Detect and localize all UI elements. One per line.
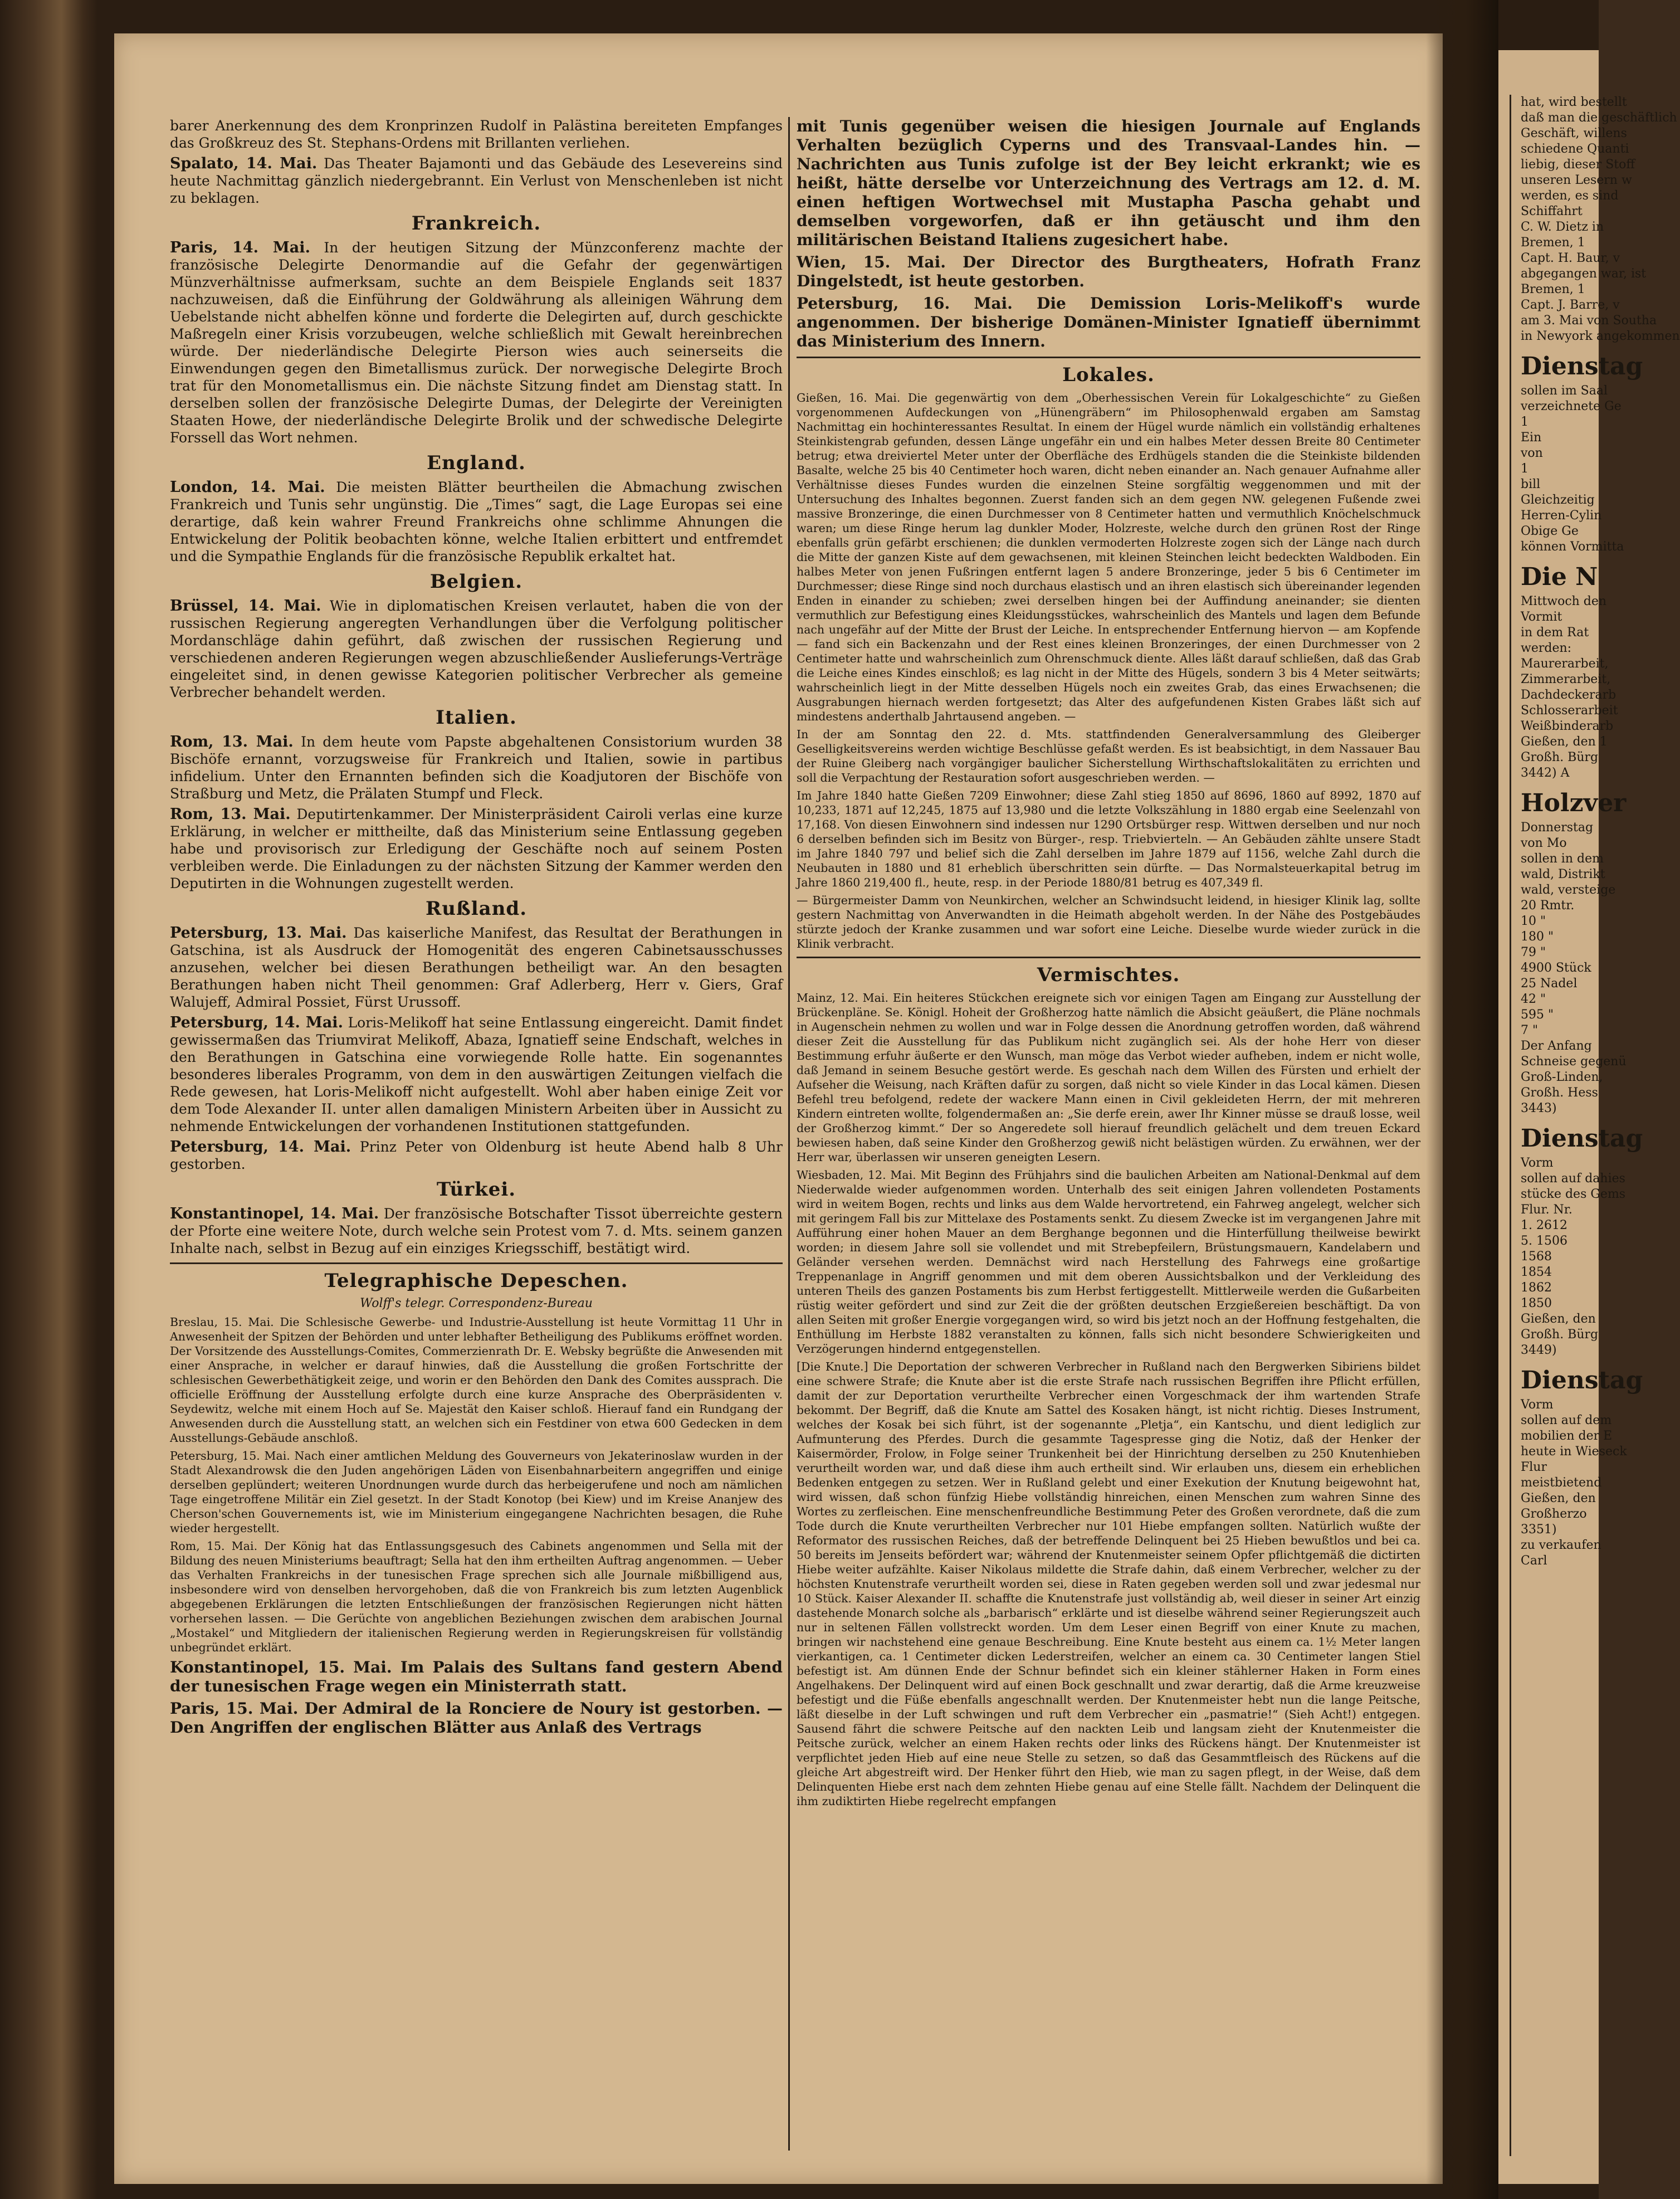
telegram-petersburg: Petersburg, 15. Mai. Nach einer amtlichen Meldung des Gouverneurs von Jekaterinoslaw wurden in der Stadt Alexandrowsk die den Juden angehörigen Läden von Eisenbahnarbeitern angegriffen und einige derselben geplündert; weiteren Unordnungen wurde durch das herbeigerufene und noch am nämlichen Tage eingetroffene Militär ein Ziel gesetzt. In der Stadt Konotop (bei Kiew) und im Kreise Ananjew des Cherson'schen Gouvernements ist, wie im Ministerium eingegangene Nachrichten besagen, die Ruhe wieder hergestellt.	[170, 1449, 783, 1535]
adjacent-page-line: Maurerarbeit,	[1521, 657, 1609, 671]
adjacent-page-line: meistbietend	[1521, 1476, 1602, 1490]
telegram-paris	[170, 1699, 783, 1737]
adjacent-page-line: Weißbinderarb	[1521, 719, 1614, 733]
section-heading-frankreich: Frankreich.	[411, 212, 541, 235]
adjacent-page-line: mobilien der E	[1521, 1429, 1613, 1443]
adjacent-page-line: am 3. Mai von Southa	[1521, 314, 1657, 328]
adjacent-page-line: bill	[1521, 477, 1541, 491]
telegram-wien	[797, 253, 1420, 291]
adjacent-page-line: schiedene Quanti	[1521, 142, 1629, 156]
article-petersburg-1	[170, 924, 783, 1011]
article-text: Das kaiserliche Manifest, das Resultat der Berathungen in Gatschina, ist als Ausdruck der Homogenität des engeren Cabinetsausschusses anzusehen, welcher bei diesen Berathungen betheiligt war. An den besagten Berathungen haben nicht Theil genommen: Graf Adlerberg, Herr v. Giers, Graf Walujeff, Admiral Possiet, Fürst Urussoff.	[170, 925, 783, 1010]
adjacent-page-strip	[1498, 50, 1680, 2184]
article-wiesbaden: Wiesbaden, 12. Mai. Mit Beginn des Frühjahrs sind die baulichen Arbeiten am National-Denkmal auf dem Niederwalde wieder aufgenommen worden. Unterhalb des seit einigen Jahren vollendeten Postaments wird in weitem Bogen, rechts und links aus dem Walde hervortretend, ein Fahrweg angelegt, welcher sich mit geringem Fall bis zur Mittelaxe des Postaments senkt. Zu diesem Zwecke ist im vergangenen Jahre mit Aufführung einer hohen Mauer an dem Berghange begonnen und die Hinterfüllung theilweise bewirkt worden; in diesem Jahre soll sie vollendet und mit Strebepfeilern, Brüstungsmauern, Kandelabern und Geländer versehen werden. Demnächst wird nach Herstellung des Fahrwegs eine großartige Treppenanlage in Angriff genommen und mit dem oberen Aussichtsbalkon und der Verkleidung des unteren Theils des ganzen Postaments bis zum Herbst fertiggestellt. Mittlerweile werden die Gußarbeiten rüstig weiter gefördert und sind zur Zeit die der größten deutschen Erzgießereien beschäftigt. Da von allen Seiten mit großer Energie vorgegangen wird, so wird bis jetzt noch an der Hoffnung festgehalten, die Enthüllung im Herbste 1882 veranstalten zu können, falls sich nicht besondere Schwierigkeiten und Verzögerungen hindernd entgegenstellen.	[797, 1168, 1420, 1356]
adjacent-page-line: 10 "	[1521, 914, 1546, 928]
article-text: Wie in diplomatischen Kreisen verlautet, haben die von der russischen Regierung angeregten Verhandlungen über die Verfolgung politischer Mordanschläge dahin geführt, daß zwischen der russischen Regierung und verschiedenen anderen Regierungen wegen abzuschließender Auslieferungs-Verträge eingeleitet sind, in denen gewisse Kategorien politischer Verbrecher als gemeine Verbrecher behandelt werden.	[170, 598, 783, 700]
dateline: Petersburg, 13. Mai.	[170, 924, 347, 942]
adjacent-page-line: sollen in dem	[1521, 852, 1604, 866]
adjacent-page-line: werden, es sind	[1521, 189, 1619, 203]
telegram-konstantinopel	[170, 1658, 783, 1696]
adjacent-page-line: hat, wird bestellt	[1521, 95, 1627, 109]
article-text: In der heutigen Sitzung der Münzconferenz machte der französische Delegirte Denormandie auf die Gefahr der gegenwärtigen Münzverhältnisse aufmerksam, suchte an dem Beispiele Englands seit 1837 nachzuweisen, daß die Einführung der Goldwährung als alleinigen Währung dem Uebelstande nicht abhelfen könne und forderte die Delegirten auf, durch geschickte Maßregeln einer Krisis vorzubeugen, welche schließlich mit Gewalt hereinbrechen würde. Der niederländische Delegirte Pierson wies auch seinerseits die Einwendungen gegen den Bimetallismus zurück. Der norwegische Delegirte Broch trat für den Monometallismus ein. Die nächste Sitzung findet am Dienstag statt. In derselben sollen der französische Delegirte Dumas, der Delegirte der Vereinigten Staaten Howe, der niederländische Delegirte Brolik und der schwedische Delegirte Forssell das Wort nehmen.	[170, 240, 783, 446]
dateline: Konstantinopel, 14. Mai.	[170, 1205, 379, 1222]
adjacent-page-line: 5. 1506	[1521, 1234, 1567, 1248]
adjacent-page-line: Schiffahrt	[1521, 204, 1583, 218]
adjacent-page-line: 20 Rmtr.	[1521, 899, 1575, 913]
dateline: Paris, 14. Mai.	[170, 239, 310, 256]
adjacent-page-line: Carl	[1521, 1554, 1547, 1568]
section-heading-telegraphische-depeschen: Telegraphische Depeschen.	[324, 1270, 628, 1292]
adjacent-page-line: wald, Distrikt	[1521, 867, 1605, 881]
adjacent-page-line: zu verkaufen	[1521, 1538, 1601, 1552]
adjacent-page-line: Geschäft, willens	[1521, 126, 1627, 140]
divider	[797, 957, 1420, 958]
adjacent-page-line: Großh. Bürg	[1521, 1328, 1599, 1342]
adjacent-page-line: 1862	[1521, 1281, 1552, 1295]
dateline: Petersburg, 14. Mai.	[170, 1014, 343, 1031]
adjacent-page-line: heute in Wieseck	[1521, 1445, 1627, 1459]
adjacent-page-line: wald, versteige	[1521, 883, 1616, 897]
article-text: Der französische Botschafter Tissot überreichte gestern der Pforte eine weitere Note, durch welche sein Protest vom 7. d. Mts. seinem ganzen Inhalte nach, selbst in Bezug auf ein einziges Kriegsschiff, bestätigt wird.	[170, 1206, 783, 1256]
adjacent-page-text	[1498, 50, 1680, 1569]
adjacent-page-line: Vorm	[1521, 1156, 1554, 1170]
article-text: Im Palais des Sultans fand gestern Abend der tunesischen Frage wegen ein Ministerrath statt.	[170, 1658, 783, 1695]
dateline: Spalato, 14. Mai.	[170, 155, 318, 172]
adjacent-page-line: 25 Nadel	[1521, 977, 1578, 991]
adjacent-page-line: Bremen, 1	[1521, 282, 1585, 296]
adjacent-page-line: Gießen, den	[1521, 1491, 1596, 1505]
adjacent-page-line: in dem Rat	[1521, 626, 1589, 640]
adjacent-page-rule	[1510, 95, 1511, 2156]
adjacent-page-line: Dienstag	[1521, 1124, 1643, 1153]
adjacent-page-line: Capt. H. Baur, v	[1521, 251, 1620, 265]
column-right	[797, 117, 1420, 2156]
adjacent-page-line: werden:	[1521, 641, 1572, 655]
article-bruessel	[170, 597, 783, 701]
adjacent-page-line: abgegangen war, ist	[1521, 267, 1647, 281]
section-heading-vermischtes: Vermischtes.	[1037, 964, 1180, 986]
adjacent-page-line: 1854	[1521, 1265, 1552, 1279]
article-konstantinopel-1	[170, 1205, 783, 1257]
adjacent-page-line: sollen im Saal	[1521, 384, 1608, 398]
adjacent-page-line: Flur	[1521, 1460, 1547, 1474]
adjacent-page-line: Vorm	[1521, 1398, 1554, 1412]
adjacent-page-line: Gleichzeitig	[1521, 493, 1595, 507]
article-text: Der Director des Burgtheaters, Hofrath Franz Dingelstedt, ist heute gestorben.	[797, 253, 1420, 290]
dateline: Rom, 13. Mai.	[170, 733, 294, 750]
vermischtes-small-print	[797, 991, 1420, 1808]
adjacent-page-line: 180 "	[1521, 930, 1554, 944]
adjacent-page-line: Bremen, 1	[1521, 236, 1585, 250]
adjacent-page-line: liebig, dieser Stoff	[1521, 158, 1635, 172]
adjacent-page-line: Herren-Cylin	[1521, 509, 1602, 523]
telegram-continued: mit Tunis gegenüber weisen die hiesigen Journale auf Englands Verhalten bezüglich Cyperns und des Transvaal-Landes hin. — Nachrichten aus Tunis zufolge ist der Bey leicht erkrankt; wie es heißt, hätte derselbe vor Unterzeichnung des Vertrags am 12. d. M. einen heftigen Wortwechsel mit Mustapha Pascha gehabt und demselben vorgeworfen, daß er ihn getäuscht und ihm den militärischen Beistand Italiens zugesichert habe.	[797, 117, 1420, 249]
adjacent-page-line: Flur. Nr.	[1521, 1203, 1572, 1217]
lokales-small-print	[797, 391, 1420, 951]
adjacent-page-line: 4900 Stück	[1521, 961, 1591, 975]
telegrams-small-print	[170, 1315, 783, 1655]
article-london	[170, 479, 783, 565]
adjacent-page-line: Gießen, den 1	[1521, 735, 1608, 749]
adjacent-page-line: Dienstag	[1521, 1366, 1643, 1395]
adjacent-page-line: 3351)	[1521, 1523, 1557, 1537]
column-rule	[788, 117, 790, 2151]
article-text: Loris-Melikoff hat seine Entlassung eingereicht. Damit findet gewissermaßen das Triumvirat Melikoff, Abaza, Ignatieff seine Endschaft, welches in den Berathungen in Gatschina eine vorwiegende Rolle hatte. Ein sogenanntes besonderes liberales Programm, von dem in den auswärtigen Zeitungen vielfach die Rede gewesen, hat Loris-Melikoff nicht aufgestellt. Wohl aber haben einige Zeit vor dem Tode Alexander II. unter allen damaligen Ministern Arbeiten über in Aussicht zu nehmende Entwickelungen der vorhandenen Institutionen stattgefunden.	[170, 1015, 783, 1134]
section-heading-belgien: Belgien.	[429, 571, 523, 593]
telegram-petersburg-demission: Petersburg, 16. Mai. Die Demission Loris-Melikoff's wurde angenommen. Der bisherige Domänen-Minister Ignatieff übernimmt das Ministerium des Innern.	[797, 294, 1420, 350]
adjacent-page-line: Gießen, den	[1521, 1312, 1596, 1326]
adjacent-page-line: können Vormitta	[1521, 540, 1624, 554]
adjacent-page-line: stücke des Gems	[1521, 1187, 1626, 1201]
adjacent-page-line: Großh. Bürg	[1521, 750, 1599, 764]
adjacent-page-line: Ein	[1521, 431, 1542, 445]
adjacent-page-line: Obige Ge	[1521, 524, 1579, 538]
divider	[170, 1262, 783, 1264]
article-rom-2	[170, 806, 783, 892]
divider	[797, 357, 1420, 358]
article-text: Die meisten Blätter beurtheilen die Abmachung zwischen Frankreich und Tunis sehr ungünstig. Die „Times“ sagt, die Lage Europas sei eine derartige, daß kein wahrer Freund Frankreichs ohne schlimme Ahnungen die Entwickelung der Politik beobachten könne, welche Italien erbittert und entfremdet und die Sympathie Englands für die französische Republik erkaltet hat.	[170, 479, 783, 564]
adjacent-page-line: 1568	[1521, 1250, 1552, 1264]
section-heading-lokales: Lokales.	[1062, 364, 1155, 386]
dateline: Petersburg, 14. Mai.	[170, 1138, 351, 1155]
article-mainz: Mainz, 12. Mai. Ein heiteres Stückchen ereignete sich vor einigen Tagen am Eingang zur Ausstellung der Brückenpläne. Se. Königl. Hoheit der Großherzog hatte nämlich die Absicht geäußert, die Pläne nochmals in Augenschein nehmen zu wollen und war in Folge dessen die Anordnung getroffen worden, daß während dieser Zeit die Ausstellung für das Publikum nicht zugänglich sei. Als der hohe Herr von dieser Bestimmung erfuhr äußerte er den Wunsch, man möge das Verbot wieder aufheben, indem er nicht wolle, daß Jemand in seinem Besuche gestört werde. Es geschah nach dem Willen des Fürsten und erhielt der Aufseher die Weisung, nach Kräften dafür zu sorgen, daß nicht so viele Kinder in das Local kämen. Diesen Befehl treu befolgend, redete der wackere Mann einen in Civil gekleideten Herrn, der mit mehreren Kindern eintreten wollte, folgendermaßen an: „Sie derfe erein, awer Ihr Kinner müsse se drauß losse, weil der Großherzog kimmt.“ Der so Angeredete soll hierauf freundlich gelächelt und dem treuen Eckard bewiesen haben, daß seine Kinder den Großherzog gewiß nicht belästigen würden. Zu erwähnen, wer der Herr war, überlassen wir unseren geneigten Lesern.	[797, 991, 1420, 1164]
adjacent-page-line: Zimmerarbeit,	[1521, 672, 1611, 686]
adjacent-page-line: in Newyork angekommen	[1521, 329, 1680, 343]
article-rom-1	[170, 733, 783, 802]
adjacent-page-line: sollen auf dahies	[1521, 1172, 1625, 1186]
adjacent-page-line: 79 "	[1521, 945, 1546, 959]
article-petersburg-3	[170, 1138, 783, 1173]
book-gutter	[1426, 0, 1498, 2199]
dateline: Brüssel, 14. Mai.	[170, 597, 321, 615]
article-giessen: Gießen, 16. Mai. Die gegenwärtig von dem „Oberhessischen Verein für Lokalgeschichte“ zu Gießen vorgenommenen Aufdeckungen von „Hünengräbern“ im Philosophenwald ergaben am Samstag Nachmittag ein hochinteressantes Resultat. In einem der Hügel wurde nämlich ein vollständig erhaltenes Steinkistengrab gefunden, dessen Länge ungefähr ein und ein halbes Meter dessen Breite 80 Centimeter betrug; etwa dreiviertel Meter unter der Oberfläche des Erdhügels standen die die Steinkiste bildenden Basalte, welche 25 bis 40 Centimeter hoch waren, dicht neben einander an. Nach genauer Aufnahme aller Verhältnisse dieses Fundes wurden die einzelnen Steine sorgfältig weggenommen und mit der Untersuchung des Inhaltes begonnen. Zuerst fanden sich an dem gegen NW. gelegenen Fußende zwei massive Bronzeringe, die einen Durchmesser von 8 Centimeter hatten und vermuthlich Knöchelschmuck waren; um diese Ringe herum lag dunkler Moder, Holzreste, welche durch den grünen Rost der Ringe ebenfalls grün gefärbt erschienen; die dunklen vermoderten Holzreste zogen sich der Länge nach durch die Mitte der ganzen Kiste auf dem gewachsenen, mit kleinen Steinchen leicht bedeckten Waldboden. Ein halbes Meter von jenen Fußringen entfernt lagen 5 andere Bronzeringe, jeder 5 bis 6 Centimeter im Durchmesser; diese Ringe sind noch durchaus elastisch und an ihren elastisch sich übereinander legenden Enden in einander zu schieben; zwei derselben hingen bei der Auffindung aneinander; sie dienten vermuthlich zur Befestigung eines Kleidungsstückes, wahrscheinlich des Mantels und lagen dem Befunde nach ungefähr auf der Mitte der Brust der Leiche. In entsprechender Entfernung hiervon — am Kopfende — fand sich ein Backenzahn und der Rest eines kleinen Bronzeringes, der einen Durchmesser von 2 Centimeter hatte und wahrscheinlich zum Ohrenschmuck diente. Alles läßt darauf schließen, daß das Grab die Leiche eines Kindes einschloß; es lag nicht in der Mitte des Hügels, sondern 3 bis 4 Meter seitwärts; wahrscheinlich liegt in der Mitte desselben Hügels noch ein zweites Grab, das eines Erwachsenen; die Ausgrabungen hiernach werden fortgesetzt; das Alter des aufgefundenen Kisten Grabes läßt sich auf mindestens anderthalb Jahrtausend angeben. —	[797, 391, 1420, 723]
adjacent-page-line: Donnerstag	[1521, 821, 1594, 835]
adjacent-page-line: verzeichnete Ge	[1521, 399, 1622, 413]
article-gleiberg: In der am Sonntag den 22. d. Mts. stattfindenden Generalversammlung des Gleiberger Geselligkeitsvereins werden wichtige Beschlüsse gefaßt werden. Es ist beabsichtigt, in dem Nassauer Bau der Ruine Gleiberg nach vorgängiger baulicher Sicherstellung Wirthschaftslokalitäten zu errichten und soll die Verpachtung der Restauration sofort ausgeschrieben werden. —	[797, 728, 1420, 784]
adjacent-page-line: 3443)	[1521, 1101, 1557, 1115]
adjacent-page-line: Großh. Hess	[1521, 1086, 1598, 1100]
adjacent-page-line: sollen auf dem	[1521, 1413, 1612, 1427]
adjacent-page-line: Capt. J. Barre, v	[1521, 298, 1620, 312]
adjacent-page-line: Großherzo	[1521, 1507, 1587, 1521]
adjacent-page-line: daß man die geschäftlich	[1521, 111, 1677, 125]
adjacent-page-line: Schlosserarbeit	[1521, 704, 1618, 718]
section-subheading: Wolff's telegr. Correspondenz-Bureau	[360, 1296, 593, 1310]
section-heading-england: England.	[427, 452, 526, 474]
adjacent-page-line: 1	[1521, 462, 1528, 476]
adjacent-page-line: von Mo	[1521, 836, 1567, 850]
telegram-breslau: Breslau, 15. Mai. Die Schlesische Gewerbe- und Industrie-Ausstellung ist heute Vormittag 11 Uhr in Anwesenheit der Spitzen der Behörden und unter lebhafter Betheiligung des Publikums eröffnet worden. Der Vorsitzende des Ausstellungs-Comites, Commerzienrath Dr. E. Websky begrüßte die Anwesenden mit einer Ansprache, in welcher er darauf hinwies, daß die Ausstellung die großen Fortschritte der schlesischen Gewerbethätigkeit zeige, und worin er den Behörden den Dank des Comites aussprach. Die officielle Eröffnung der Ausstellung erfolgte durch eine kurze Ansprache des Oberpräsidenten v. Seydewitz, welche mit einem Hoch auf Se. Majestät den Kaiser schloß. Hierauf fand ein Rundgang der Anwesenden durch die Ausstellung statt, an welchen sich ein Festdiner von etwa 600 Gedecken in dem Ausstellungs-Gebäude anschloß.	[170, 1315, 783, 1445]
article-text: Deputirtenkammer. Der Ministerpräsident Cairoli verlas eine kurze Erklärung, in welcher er mittheilte, daß das Ministerium seine Entlassung gegeben habe und provisorisch zur Erledigung der Geschäfte noch auf seinem Posten verbleiben werde. Die Einladungen zu der nächsten Sitzung der Kammer werden den Deputirten in die Wohnungen zugestellt werden.	[170, 806, 783, 891]
article-petersburg-2	[170, 1014, 783, 1135]
adjacent-page-line: 1. 2612	[1521, 1218, 1567, 1232]
adjacent-page-line: C. W. Dietz in	[1521, 220, 1604, 234]
adjacent-page-line: 1850	[1521, 1296, 1552, 1310]
section-heading-tuerkei: Türkei.	[436, 1178, 516, 1201]
column-left	[170, 117, 783, 2156]
dateline: Konstantinopel, 15. Mai.	[170, 1658, 392, 1676]
section-heading-italien: Italien.	[436, 706, 517, 729]
article-text: Der Admiral de la Ronciere de Noury ist gestorben. — Den Angriffen der englischen Blätter aus Anlaß des Vertrags	[170, 1699, 783, 1737]
dateline: Paris, 15. Mai.	[170, 1699, 299, 1718]
article-spalato	[170, 155, 783, 207]
article-text: In dem heute vom Papste abgehaltenen Consistorium wurden 38 Bischöfe ernannt, vorzugsweise für Frankreich und Italien, sowie in partibus infidelium. Unter den Ernannten befinden sich die Koadjutoren der Bischöfe von Straßburg und Metz, die Prälaten Stumpf und Fleck.	[170, 734, 783, 802]
dateline: London, 14. Mai.	[170, 479, 325, 496]
article-neunkirchen: — Bürgermeister Damm von Neunkirchen, welcher an Schwindsucht leidend, in hiesiger Klinik lag, sollte gestern Nachmittag von Anverwandten in die Heimath abgeholt werden. In der Nähe des Postgebäudes stürzte jedoch der Kranke zusammen und war sofort eine Leiche. Dieselbe wurde wieder zurück in die Klinik verbracht.	[797, 894, 1420, 950]
adjacent-page-line: Schneise gegenü	[1521, 1055, 1627, 1069]
adjacent-page-line: Dachdeckerarb	[1521, 688, 1616, 702]
adjacent-page-line: Dienstag	[1521, 352, 1643, 381]
article-knute: [Die Knute.] Die Deportation der schweren Verbrecher in Rußland nach den Bergwerken Sibiriens bildet eine schwere Strafe; die Knute aber ist die erste Strafe nach russischen Begriffen ihre Pflicht erfüllen, damit der zur Deportation verurtheilte Verbrecher einen Vorgeschmack der ihm wartenden Strafe bekommt. Der Begriff, daß die Knute am Sattel des Kosaken hängt, ist nicht richtig. Dieses Instrument, welches der Kosak bei sich führt, ist der sogenannte „Pletja“, ein Kantschu, und dient lediglich zur Aufmunterung des Pferdes. Durch die gesammte Tagespresse ging die Notiz, daß der Henker der Kaisermörder, Frolow, in Folge seiner Trunkenheit bei der Hinrichtung derselben zu 250 Knutenhieben verurtheilt worden war, und daß diese ihm auch ertheilt sind. Wir erlauben uns, diesem ein erheblichen Bedenken entgegen zu setzen. Wer in Rußland gelebt und einer Exekution der Knutung beigewohnt hat, wird wissen, daß schon fünfzig Hiebe vollständig hinreichen, einen Menschen zum wahren Sinne des Wortes zu zerfleischen. Eine menschenfreundliche Bestimmung Peter des Großen verordnete, daß die zum Tode durch die Knute verurtheilten Verbrecher nur 101 Hiebe empfangen sollten. Natürlich wußte der Reformator des russischen Reiches, daß der betreffende Delinquent bei 25 Hieben bewußtlos und bei ca. 50 bereits im Jenseits befördert war; während der Knutenmeister seinem Opfer pflichtgemäß die dictirten Hiebe weiter aufzählte. Kaiser Nikolaus mildette die Strafe dahin, daß einem Verbrecher, welcher zu der höchsten Knutenstrafe verurtheilt worden sei, diese in Raten gegeben werden soll und zwar jedesmal nur 10 Stück. Kaiser Alexander II. schaffte die Knutenstrafe just vollständig ab, weil dieser in seiner Art einzig dastehende Monarch solche als „barbarisch“ erklärte und ist dieselbe während seiner Regierungszeit auch nur in seltenen Fällen vollstreckt worden. Um dem Leser einen Begriff von einer Knute zu machen, bringen wir nachstehend eine genaue Beschreibung. Eine Knute besteht aus einem ca. 1½ Meter langen vierkantigen, ca. 1 Centimeter dicken Lederstreifen, welcher an einem ca. 30 Centimeter langen Stiel befestigt ist. Am dünnen Ende der Schnur befindet sich ein kleiner stählerner Haken in Form eines Angelhakens. Der Delinquent wird auf einen Bock geschnallt und zwar derartig, daß die Arme kreuzweise befestigt und die Füße ebenfalls angeschnallt werden. Der Knutenmeister hebt nun die lange Peitsche, läßt dieselbe in der Luft schwingen und ruft dem Verbrecher ein „pasmatrie!“ (Sieh Acht!) entgegen. Sausend fährt die schwere Peitsche auf den nackten Leib und langsam zieht der Knutenmeister die Peitsche zurück, welcher an einem Haken rechts oder links des Rückens hängt. Der Knutenmeister ist verpflichtet jeden Hieb auf eine neue Stelle zu setzen, so daß das Gesammtfleisch des Rückens auf die gleiche Art abgestreift wird. Der Henker führt den Hieb, wie man zu sagen pflegt, in der Weise, daß dem Delinquenten Hiebe erst nach dem zehnten Hiebe genau auf eine Stelle fällt. Nachdem der Delinquent die ihm zudiktirten Hiebe regelrecht empfangen	[797, 1360, 1420, 1808]
adjacent-page-line: 3449)	[1521, 1343, 1557, 1357]
article-text: Das Theater Bajamonti und das Gebäude des Lesevereins sind heute Nachmittag gänzlich niedergebrannt. Ein Verlust von Menschenleben ist nicht zu beklagen.	[170, 155, 783, 206]
article-einwohner: Im Jahre 1840 hatte Gießen 7209 Einwohner; diese Zahl stieg 1850 auf 8696, 1860 auf 8992, 1870 auf 10,233, 1871 auf 12,245, 1875 auf 13,980 und die letzte Volkszählung in 1880 ergab eine Seelenzahl von 17,168. Von diesen Einwohnern sind indessen nur 1290 Ortsbürger resp. Wittwen derselben und nur noch 6 derselben befinden sich im Besitz von Bürger-, resp. Triebvierteln. — An Gebäuden zählte unsere Stadt im Jahre 1840 797 und belief sich die Zahl derselben im Jahre 1879 auf 1156, welche Zahl durch die Neubauten in 1880 und 81 erheblich überschritten sein dürfte. — Das Normalsteuerkapital betrug im Jahre 1860 219,400 fl., heute, resp. in der Periode 1880/81 betrug es 407,349 fl.	[797, 789, 1420, 889]
article-text: Prinz Peter von Oldenburg ist heute Abend halb 8 Uhr gestorben.	[170, 1139, 783, 1172]
telegram-rom: Rom, 15. Mai. Der König hat das Entlassungsgesuch des Cabinets angenommen und Sella mit der Bildung des neuen Ministeriums beauftragt; Sella hat den ihm ertheilten Auftrag angenommen. — Ueber das Verhalten Frankreichs in der tunesischen Frage sprechen sich alle Journale mißbilligend aus, insbesondere wird von denselben hervorgehoben, daß die von Frankreich bis zum letzten Augenblick abgegebenen Erklärungen die letzten Entschließungen der französischen Regierungen nicht hätten vorhersehen lassen. — Die Gerüchte von angeblichen Beziehungen zwischen dem arabischen Journal „Mostakel“ und Mitgliedern der italienischen Regierung werden in Regierungskreisen für vollständig unbegründet erklärt.	[170, 1539, 783, 1654]
adjacent-page-line: Mittwoch den	[1521, 594, 1607, 608]
adjacent-page-line: Der Anfang	[1521, 1039, 1592, 1053]
adjacent-page-line: von	[1521, 446, 1543, 460]
paragraph-intro: barer Anerkennung des dem Kronprinzen Rudolf in Palästina bereiteten Empfanges das Großkreuz des St. Stephans-Ordens mit Brillanten verliehen.	[170, 118, 783, 151]
adjacent-page-line: unseren Lesern w	[1521, 173, 1632, 187]
adjacent-page-line: 7 "	[1521, 1023, 1539, 1037]
adjacent-page-line: 1	[1521, 415, 1528, 429]
adjacent-page-line: Holzver	[1521, 789, 1627, 817]
adjacent-page-line: 595 "	[1521, 1008, 1554, 1022]
article-paris	[170, 239, 783, 446]
adjacent-page-line: 42 "	[1521, 992, 1546, 1006]
dateline: Rom, 13. Mai.	[170, 806, 291, 823]
adjacent-page-line: Die N	[1521, 563, 1598, 591]
adjacent-page-line: 3442) A	[1521, 766, 1570, 780]
adjacent-page-line: Vormit	[1521, 610, 1562, 624]
dateline: Wien, 15. Mai.	[797, 253, 946, 271]
adjacent-page-line: Groß-Linden,	[1521, 1070, 1603, 1084]
section-heading-russland: Rußland.	[425, 898, 528, 920]
